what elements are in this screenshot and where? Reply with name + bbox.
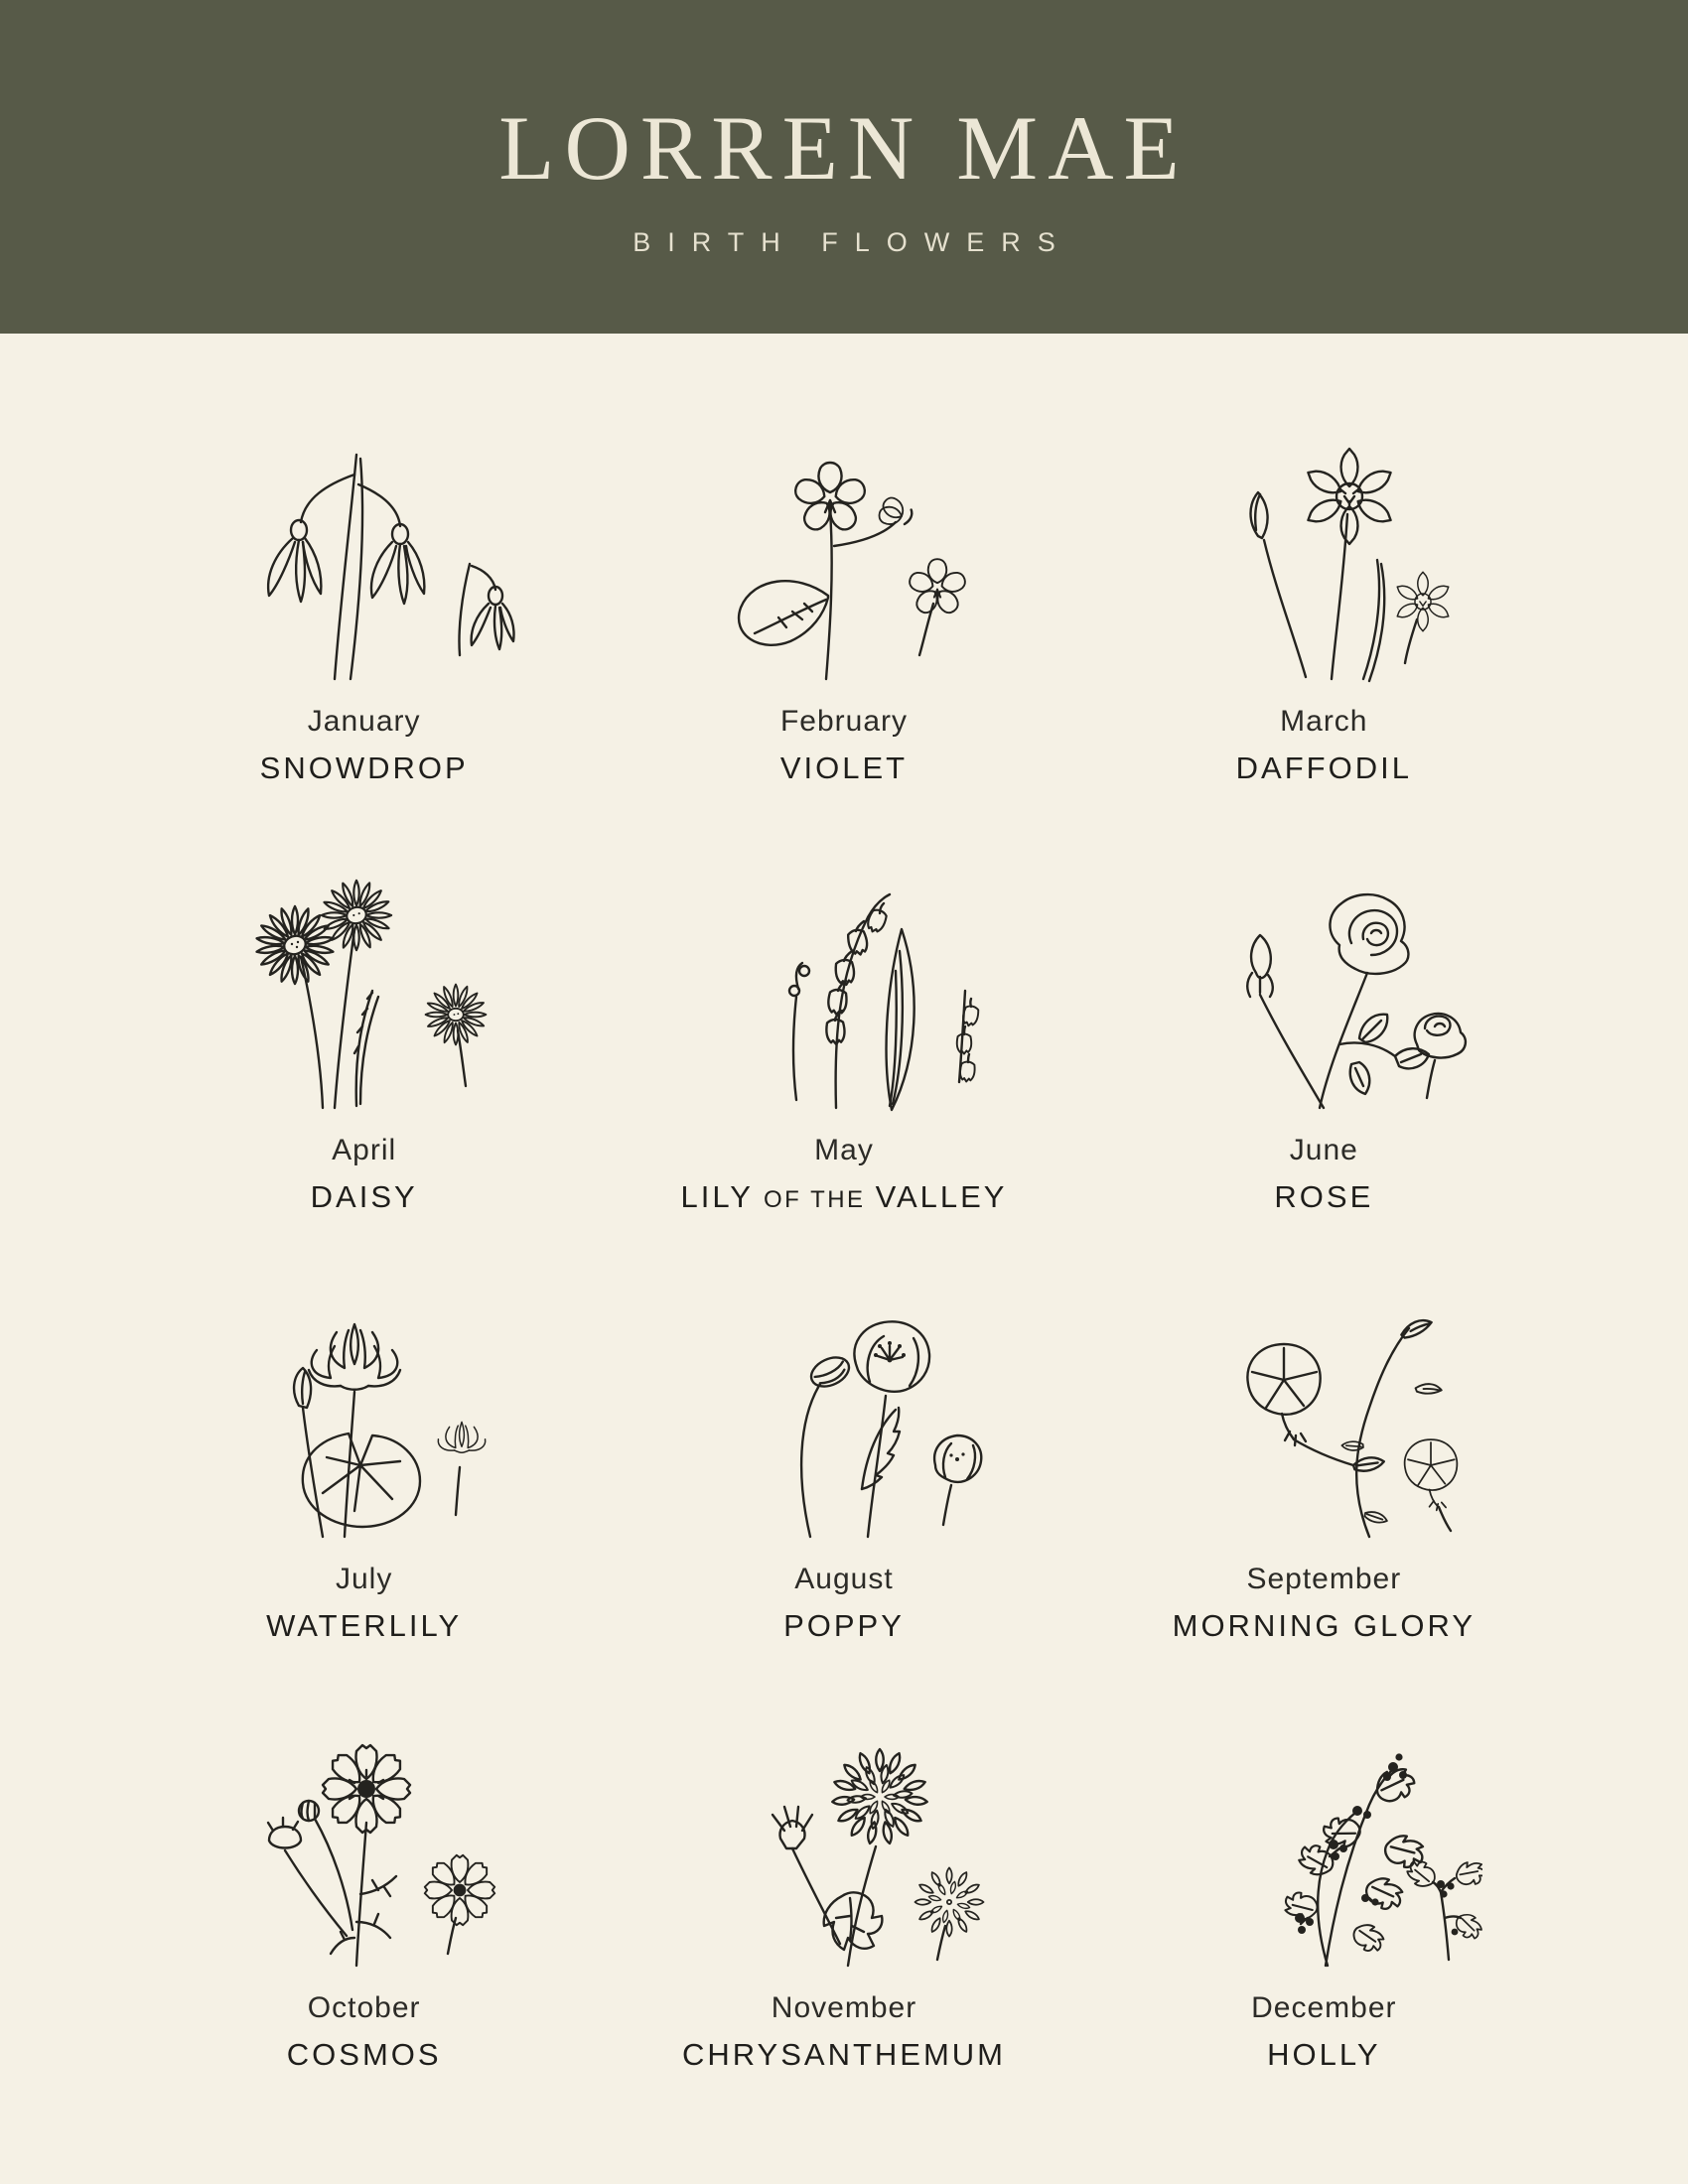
daisy-illustration	[206, 806, 523, 1118]
flower-label: DAFFODIL	[1235, 751, 1412, 785]
flower-label: LILY OF THE VALLEY	[680, 1179, 1008, 1214]
month-cell-may	[604, 806, 1083, 1235]
flower-label: VIOLET	[779, 751, 909, 785]
months-grid	[124, 377, 1564, 2093]
month-cell-november	[604, 1664, 1083, 2093]
month-cell-august	[604, 1235, 1083, 1664]
morning-glory-illustration	[1165, 1235, 1482, 1547]
month-label: December	[1251, 1991, 1397, 2024]
flower-label: DAISY	[310, 1179, 418, 1214]
cosmos-illustration	[206, 1664, 523, 1976]
chrysanthemum-illustration	[685, 1664, 1003, 1976]
flower-label: MORNING GLORY	[1172, 1608, 1477, 1643]
month-label: September	[1246, 1563, 1402, 1595]
daffodil-illustration	[1165, 377, 1482, 689]
month-label: February	[779, 705, 909, 738]
flower-label: CHRYSANTHEMUM	[681, 2037, 1007, 2072]
flower-label: SNOWDROP	[259, 751, 469, 785]
month-label: March	[1280, 705, 1368, 738]
snowdrop-illustration	[206, 377, 523, 689]
month-label: August	[794, 1563, 894, 1595]
month-label: April	[332, 1134, 397, 1166]
month-cell-october	[124, 1664, 604, 2093]
month-label: May	[814, 1134, 874, 1166]
poppy-illustration	[685, 1235, 1003, 1547]
month-cell-april	[124, 806, 604, 1235]
month-cell-september	[1084, 1235, 1564, 1664]
month-label: November	[771, 1991, 917, 2024]
month-cell-june	[1084, 806, 1564, 1235]
month-label: January	[307, 705, 421, 738]
holly-illustration	[1165, 1664, 1482, 1976]
poster-subtitle: BIRTH FLOWERS	[633, 226, 1072, 257]
poster-header	[0, 0, 1688, 334]
violet-illustration	[685, 377, 1003, 689]
month-cell-february	[604, 377, 1083, 806]
month-cell-december	[1084, 1664, 1564, 2093]
lily-of-the-valley-illustration	[685, 806, 1003, 1118]
flower-label: ROSE	[1274, 1179, 1374, 1214]
month-cell-january	[124, 377, 604, 806]
month-label: July	[335, 1563, 393, 1595]
flower-label: POPPY	[783, 1608, 905, 1643]
flower-label: WATERLILY	[266, 1608, 463, 1643]
month-cell-march	[1084, 377, 1564, 806]
waterlily-illustration	[206, 1235, 523, 1547]
month-cell-july	[124, 1235, 604, 1664]
brand-title: LORREN MAE	[498, 96, 1190, 199]
month-label: October	[307, 1991, 421, 2024]
flower-label: COSMOS	[286, 2037, 442, 2072]
rose-illustration	[1165, 806, 1482, 1118]
month-label: June	[1289, 1134, 1358, 1166]
flower-label: HOLLY	[1267, 2037, 1381, 2072]
